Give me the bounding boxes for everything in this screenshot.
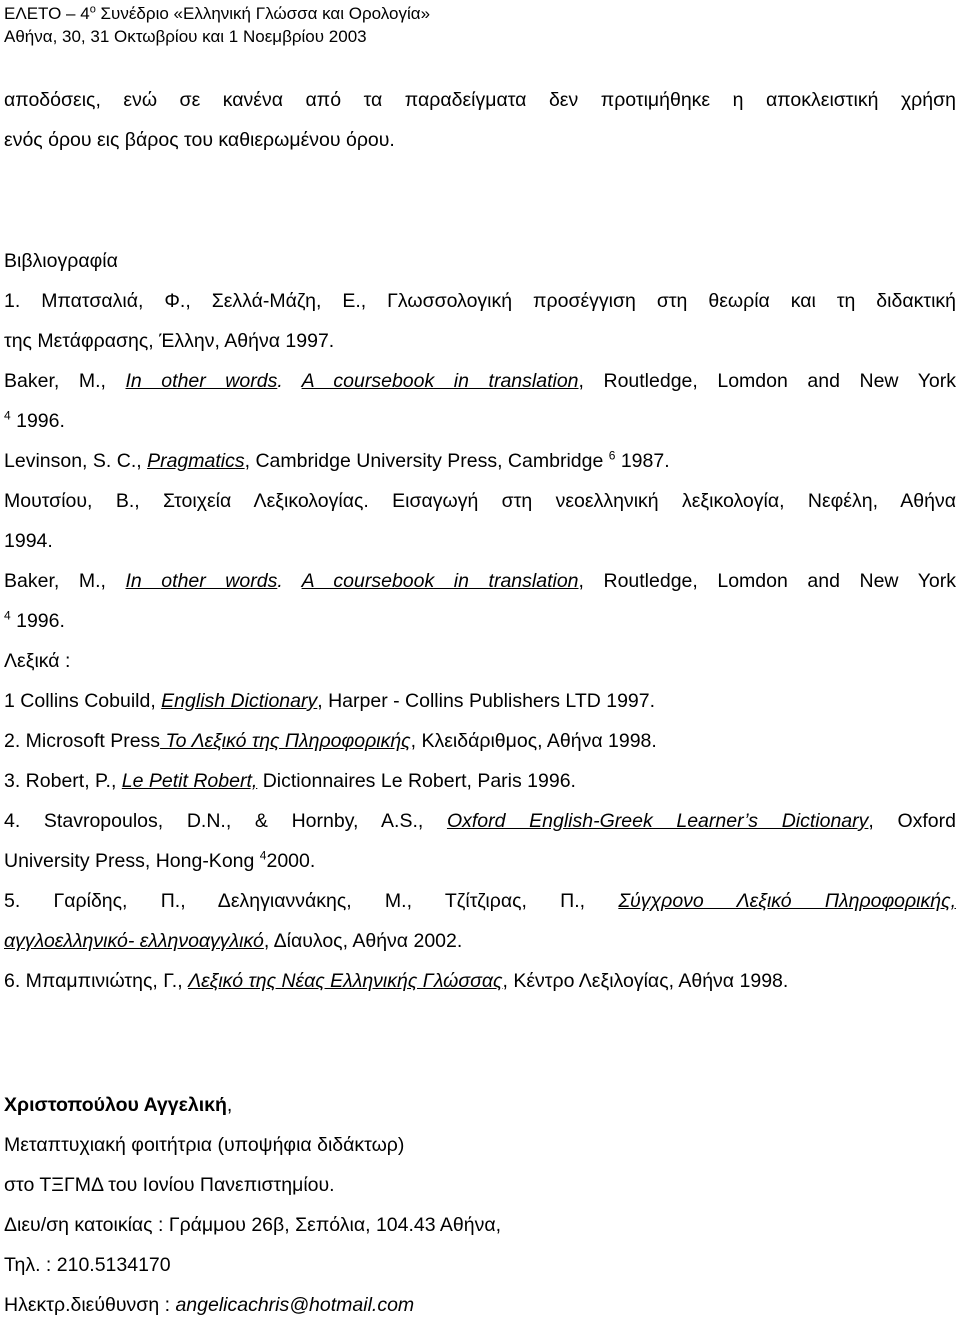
- dict-3-title: Le Petit Robert,: [121, 770, 258, 792]
- author-block: [4, 1085, 956, 1325]
- running-header: [4, 2, 430, 48]
- dict-1-title: English Dictionary: [161, 690, 318, 712]
- ref-5-title-1: In other words: [125, 570, 278, 592]
- author-email-line: Ηλεκτρ.διεύθυνση : angelicachris@hotmail.com: [4, 1294, 415, 1316]
- intro-paragraph: [4, 80, 956, 160]
- author-email[interactable]: angelicachris@hotmail.com: [175, 1294, 415, 1316]
- author-affiliation: στο ΤΞΓΜΔ του Ιονίου Πανεπιστημίου.: [4, 1174, 335, 1196]
- ref-2-line-2: $^4$ 1996.: [4, 408, 65, 432]
- ref-5-line-1: Baker, M., In other words. A coursebook in translation, Routledge, Lomdon and New York: [4, 570, 957, 592]
- dict-4-line-1: 4. Stavropoulos, D.N., & Hornby, A.S., Oxford English-Greek Learner’s Dictionary, Oxford: [4, 810, 956, 832]
- dict-5-title-2: αγγλοελληνικό- ελληνοαγγλικό: [4, 930, 264, 952]
- ref-4-line-2: 1994.: [4, 530, 53, 552]
- header-line-2: Αθήνα, 30, 31 Οκτωβρίου και 1 Νοεμβρίου 2003: [4, 27, 367, 46]
- dict-3: 3. Robert, P., Le Petit Robert, Dictionnaires Le Robert, Paris 1996.: [4, 770, 576, 792]
- dict-2: 2. Microsoft Press Το Λεξικό της Πληροφορικής, Κλειδάριθμος, Αθήνα 1998.: [4, 730, 657, 752]
- dict-5-title-1: Σύγχρονο Λεξικό Πληροφορικής,: [618, 890, 956, 912]
- dict-5-line-2: αγγλοελληνικό- ελληνοαγγλικό, Δίαυλος, Αθήνα 2002.: [4, 930, 463, 952]
- dict-6: 6. Μπαμπινιώτης, Γ., Λεξικό της Νέας Ελληνικής Γλώσσας, Κέντρο Λεξιλογίας, Αθήνα 1998.: [4, 970, 789, 992]
- author-phone: Τηλ. : 210.5134170: [4, 1254, 171, 1276]
- intro-line-2: ενός όρου εις βάρος του καθιερωμένου όρου.: [4, 129, 395, 151]
- dict-1: 1 Collins Cobuild, English Dictionary, Harper - Collins Publishers LTD 1997.: [4, 690, 656, 712]
- bibliography-section: [4, 241, 956, 1001]
- ref-5-title-2: A coursebook in translation: [301, 570, 579, 592]
- dictionaries-heading: Λεξικά :: [4, 650, 71, 672]
- author-name-line: Χριστοπούλου Αγγελική,: [4, 1094, 233, 1116]
- ref-4-line-1: Μουτσίου, Β., Στοιχεία Λεξικολογίας. Εισαγωγή στη νεοελληνική λεξικολογία, Νεφέλη, Αθήνα: [4, 490, 956, 512]
- author-position: Μεταπτυχιακή φοιτήτρια (υποψήφια διδάκτωρ): [4, 1134, 405, 1156]
- ref-5-line-2: $^4$ 1996.: [4, 608, 65, 632]
- ref-2-title-1: In other words: [125, 370, 278, 392]
- author-address: Διευ/ση κατοικίας : Γράμμου 26β, Σεπόλια, 104.43 Αθήνα,: [4, 1214, 502, 1236]
- ref-1-line-1: 1. Μπατσαλιά, Φ., Σελλά-Μάζη, Ε., Γλωσσολογική προσέγγιση στη θεωρία και τη διδακτική: [4, 290, 956, 312]
- dict-4-line-2: University Press, Hong-Kong $^4$2000.: [4, 848, 316, 872]
- intro-line-1: αποδόσεις, ενώ σε κανένα από τα παραδείγματα δεν προτιμήθηκε η αποκλειστική χρήση: [4, 89, 956, 111]
- bibliography-heading: Βιβλιογραφία: [4, 250, 118, 272]
- dict-4-title: Oxford English-Greek Learner’s Dictionary: [446, 810, 869, 832]
- dict-5-line-1: 5. Γαρίδης, Π., Δεληγιαννάκης, Μ., Τζίτζιρας, Π., Σύγχρονο Λεξικό Πληροφορικής,: [4, 890, 956, 912]
- author-name: Χριστοπούλου Αγγελική: [4, 1094, 227, 1116]
- ref-2-line-1: Baker, M., In other words. A coursebook in translation, Routledge, Lomdon and New York: [4, 370, 957, 392]
- ref-1-line-2: της Μετάφρασης, Έλλην, Αθήνα 1997.: [4, 330, 335, 352]
- ref-3: Levinson, S. C., Pragmatics, Cambridge University Press, Cambridge $^6$ 1987.: [4, 448, 670, 472]
- dict-2-title: Το Λεξικό της Πληροφορικής: [160, 730, 411, 752]
- dict-6-title: Λεξικό της Νέας Ελληνικής Γλώσσας: [188, 970, 503, 992]
- ref-2-title-2: A coursebook in translation: [301, 370, 579, 392]
- ref-3-title: Pragmatics: [147, 450, 245, 472]
- header-line-1: ΕΛΕΤΟ – $4^o$ Συνέδριο «Ελληνική Γλώσσα και Ορολογία»: [4, 3, 431, 23]
